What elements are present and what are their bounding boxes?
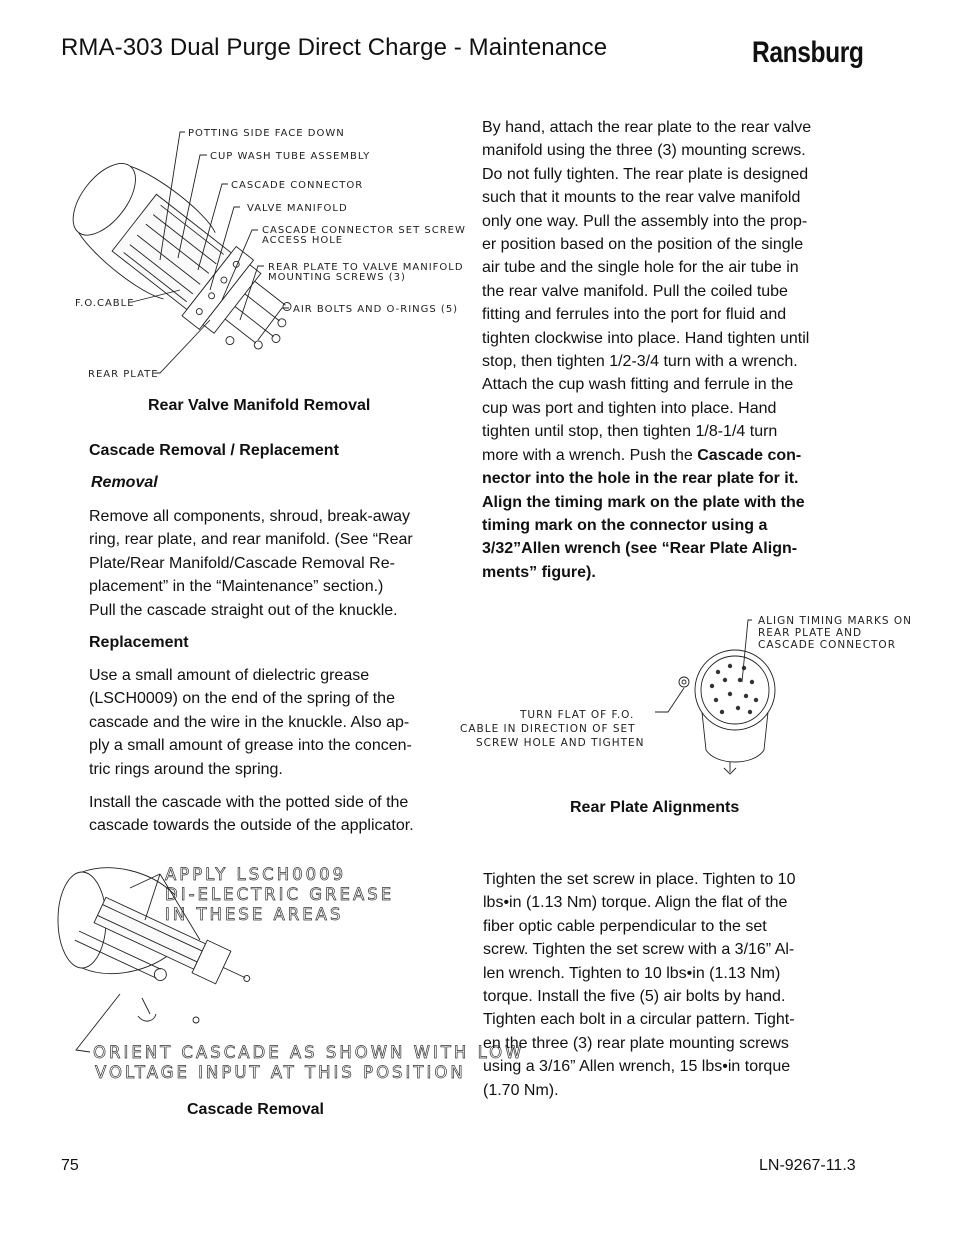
callout-align-3: CASCADE CONNECTOR	[758, 639, 896, 651]
text-line: lbs•in (1.13 Nm) torque. Align the flat of the	[483, 894, 788, 912]
callout-access-hole: ACCESS HOLE	[262, 235, 344, 246]
text-line: tric rings around the spring.	[89, 760, 283, 778]
assembly-paragraph	[482, 116, 811, 584]
page-number: 75	[61, 1157, 79, 1174]
callout-cascade-connector: CASCADE CONNECTOR	[231, 180, 364, 191]
figure-caption-rear-valve: Rear Valve Manifold Removal	[148, 397, 371, 414]
figure-caption-cascade: Cascade Removal	[187, 1101, 324, 1118]
text-line: tighten until stop, then tighten 1/8-1/4 turn	[482, 423, 778, 441]
callout-fo-cable: F.O.CABLE	[75, 298, 135, 309]
text-line: Remove all components, shroud, break-away	[89, 508, 411, 525]
text-line	[482, 444, 811, 467]
text-line: Tighten the set screw in place. Tighten to 10	[483, 871, 796, 888]
text-line: Tighten each bolt in a circular pattern. Tight-	[483, 1011, 795, 1029]
text-line: manifold using the three (3) mounting screws.	[482, 142, 806, 160]
text-line: Install the cascade with the potted side of the	[89, 794, 409, 811]
callout-mounting-screws: MOUNTING SCREWS (3)	[268, 272, 406, 283]
text-line: nector into the hole in the rear plate for it.	[482, 470, 799, 488]
tighten-paragraph	[483, 868, 795, 1102]
cascade-figure	[0, 840, 954, 1100]
text-line: ments” figure).	[482, 563, 596, 581]
callout-air-bolts: AIR BOLTS AND O-RINGS (5)	[293, 304, 459, 315]
callout-turn-3: SCREW HOLE AND TIGHTEN	[476, 737, 645, 749]
callout-rear-plate: REAR PLATE	[88, 369, 159, 380]
callout-voltage: VOLTAGE INPUT AT THIS POSITION	[95, 1063, 466, 1082]
figure-caption-rear-plate: Rear Plate Alignments	[570, 799, 740, 816]
text-span-bold: Cascade con-	[697, 446, 802, 464]
subheading-replacement: Replacement	[89, 634, 189, 651]
text-line: using a 3/16” Allen wrench, 15 lbs•in torque	[483, 1058, 791, 1076]
callout-turn-1: TURN FLAT OF F.O.	[520, 709, 635, 721]
text-line: len wrench. Tighten to 10 lbs•in (1.13 Nm)	[483, 964, 781, 982]
rear-plate-figure	[0, 600, 954, 800]
text-line: ply a small amount of grease into the concen-	[89, 737, 412, 755]
text-line: en the three (3) rear plate mounting screws	[483, 1034, 789, 1052]
page-title: RMA-303 Dual Purge Direct Charge - Maintenance	[61, 34, 608, 61]
text-line: cascade towards the outside of the applicator.	[89, 817, 414, 835]
callout-potting: POTTING SIDE FACE DOWN	[188, 128, 345, 139]
text-line: Attach the cup wash fitting and ferrule in the	[482, 376, 794, 394]
text-line: Align the timing mark on the plate with the	[482, 493, 805, 511]
callout-align-1: ALIGN TIMING MARKS ON	[758, 615, 912, 627]
text-line: air tube and the single hole for the air tube in	[482, 259, 799, 277]
callout-align-2: REAR PLATE AND	[758, 627, 863, 639]
text-line: ring, rear plate, and rear manifold. (See “Rear	[89, 531, 413, 549]
callout-turn-2: CABLE IN DIRECTION OF SET	[460, 723, 636, 735]
callout-cup-wash: CUP WASH TUBE ASSEMBLY	[210, 151, 371, 162]
text-line: torque. Install the five (5) air bolts by hand.	[483, 988, 786, 1006]
text-line: timing mark on the connector using a	[482, 516, 768, 534]
text-line: 3/32”Allen wrench (see “Rear Plate Align-	[482, 540, 798, 558]
text-line: placement” in the “Maintenance” section.)	[89, 578, 384, 596]
text-line: Use a small amount of dielectric grease	[89, 667, 370, 684]
text-line: the rear valve manifold. Pull the coiled tube	[482, 282, 788, 300]
text-line: Do not fully tighten. The rear plate is designed	[482, 165, 809, 183]
text-line: er position based on the position of the single	[482, 236, 804, 254]
text-line: By hand, attach the rear plate to the rear valve	[482, 119, 812, 136]
text-line: such that it mounts to the rear valve manifold	[482, 189, 801, 207]
text-line: tighten clockwise into place. Hand tighten until	[482, 329, 810, 347]
text-line: cascade and the wire in the knuckle. Also ap-	[89, 713, 410, 731]
section-heading: Cascade Removal / Replacement	[89, 442, 339, 459]
text-line: Plate/Rear Manifold/Cascade Removal Re-	[89, 554, 395, 572]
callout-areas: IN THESE AREAS	[165, 905, 344, 924]
text-line: screw. Tighten the set screw with a 3/16” Al-	[483, 941, 795, 959]
callout-grease: DI-ELECTRIC GREASE	[165, 885, 395, 904]
callout-apply: APPLY LSCH0009	[165, 865, 347, 884]
text-span: more with a wrench. Push the	[482, 446, 698, 464]
callout-orient: ORIENT CASCADE AS SHOWN WITH LOW	[93, 1043, 525, 1062]
text-line: (LSCH0009) on the end of the spring of the	[89, 690, 395, 708]
text-line: cup was port and tighten into place. Hand	[482, 399, 777, 417]
document-number: LN-9267-11.3	[759, 1157, 856, 1174]
subheading-removal: Removal	[91, 474, 158, 491]
brand-logo: Ransburg	[752, 36, 864, 69]
callout-rear-plate-to-valve: REAR PLATE TO VALVE MANIFOLD	[268, 262, 464, 273]
text-line: fiber optic cable perpendicular to the set	[483, 917, 767, 935]
callout-set-screw: CASCADE CONNECTOR SET SCREW	[262, 225, 466, 236]
text-line: fitting and ferrules into the port for fluid and	[482, 306, 787, 324]
text-line: stop, then tighten 1/2-3/4 turn with a wrench.	[482, 353, 798, 371]
callout-valve-manifold: VALVE MANIFOLD	[247, 203, 348, 214]
text-line: Pull the cascade straight out of the knuckle.	[89, 601, 398, 619]
text-line: (1.70 Nm).	[483, 1081, 559, 1099]
text-line: only one way. Pull the assembly into the prop-	[482, 212, 808, 230]
